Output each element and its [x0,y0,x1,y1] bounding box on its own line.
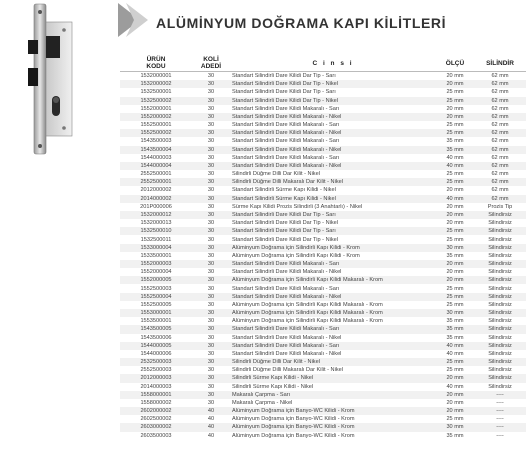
table-row [120,301,526,309]
cell-pack-qty: 30 [192,88,230,96]
cell-product-code: 1552500005 [120,301,192,309]
cell-cylinder: Silindirsiz [474,374,526,382]
title-banner [118,3,528,37]
cell-cylinder: 62 mm [474,195,526,203]
cell-product-code: 1544000005 [120,342,192,350]
cell-type: Standart Silindirli Dare Kilidi Makaralı - Nikel [230,293,436,301]
cell-pack-qty: 30 [192,276,230,284]
table-row [120,186,526,194]
cell-pack-qty: 30 [192,235,230,243]
cell-product-code: 1544000004 [120,162,192,170]
cell-pack-qty: 30 [192,162,230,170]
cell-size: 20 mm [436,260,474,268]
table-row [120,350,526,358]
cell-type: Silindirli Düğme Dilli Dar Kilit - Nikel [230,358,436,366]
header-size: ÖLÇÜ [436,55,474,72]
cell-pack-qty: 30 [192,391,230,399]
cell-size: 25 mm [436,301,474,309]
cell-type: Alüminyum Doğrama için Banyo-WC Kilidi - Krom [230,407,436,415]
cell-type: Standart Silindirli Dare Kilidi Makaralı - Sarı [230,260,436,268]
cell-product-code: 1532000001 [120,72,192,81]
cell-size: 20 mm [436,72,474,81]
cell-type: Standart Silindirli Sürme Kapı Kilidi - Nikel [230,186,436,194]
table-row [120,284,526,292]
cell-type: Standart Silindirli Dare Kilidi Makaralı - Sarı [230,342,436,350]
table-header-row [120,55,526,72]
cell-type: Standart Silindirli Dare Kilidi Dar Tip - Sarı [230,211,436,219]
cell-pack-qty: 30 [192,334,230,342]
cell-type: Silindirli Sürme Kapı Kilidi - Nikel [230,383,436,391]
cell-pack-qty: 30 [192,113,230,121]
table-body [120,72,526,440]
table-row [120,137,526,145]
cell-product-code: 1544000003 [120,154,192,162]
cell-type: Alüminyum Doğrama için Silindirli Kapı Kilidi Makaralı - Krom [230,317,436,325]
cell-product-code: 201P000006 [120,203,192,211]
table-row [120,203,526,211]
cell-type: Alüminyum Doğrama için Silindirli Kapı Kilidi - Krom [230,252,436,260]
cell-product-code: 1532500002 [120,97,192,105]
cell-pack-qty: 30 [192,350,230,358]
cell-pack-qty: 30 [192,317,230,325]
cell-type: Standart Silindirli Dare Kilidi Dar Tip - Sarı [230,88,436,96]
cell-pack-qty: 30 [192,260,230,268]
cell-size: 40 mm [436,154,474,162]
cell-cylinder: Silindirsiz [474,268,526,276]
header-product-code [120,55,192,72]
header-pack-qty-line2: ADEDİ [200,63,222,70]
table-row [120,105,526,113]
cell-type: Alüminyum Doğrama için Silindirli Kapı Kilidi Makaralı - Krom [230,301,436,309]
title-arrow-icon [118,3,158,37]
cell-size: 25 mm [436,129,474,137]
cell-type: Alüminyum Doğrama için Silindirli Kapı Kilidi Makaralı - Krom [230,276,436,284]
cell-cylinder: ---- [474,391,526,399]
table-row [120,154,526,162]
table-row [120,325,526,333]
cell-type: Standart Silindirli Dare Kilidi Makaralı - Nikel [230,146,436,154]
cell-product-code: 2602500002 [120,415,192,423]
cell-cylinder: Silindirsiz [474,252,526,260]
cell-size: 20 mm [436,374,474,382]
cell-type: Silindirli Düğme Dilli Dar Kilit - Nikel [230,170,436,178]
cell-product-code: 2012000003 [120,374,192,382]
cell-size: 25 mm [436,227,474,235]
cell-size: 35 mm [436,317,474,325]
table-row [120,358,526,366]
cell-cylinder: Silindirsiz [474,358,526,366]
cell-type: Silindirli Düğme Dilli Makaralı Dar Kilit - Nikel [230,178,436,186]
cell-size: 20 mm [436,80,474,88]
cell-product-code: 1552000005 [120,276,192,284]
table-row [120,260,526,268]
cell-cylinder: Silindirsiz [474,211,526,219]
cell-cylinder: ---- [474,432,526,440]
table-row [120,113,526,121]
cell-size: 25 mm [436,366,474,374]
table-row [120,219,526,227]
cell-cylinder: 62 mm [474,186,526,194]
cell-type: Standart Silindirli Dare Kilidi Makaralı - Sarı [230,137,436,145]
table-row [120,415,526,423]
cell-pack-qty: 30 [192,146,230,154]
cell-product-code: 2532500003 [120,358,192,366]
cell-cylinder: ---- [474,399,526,407]
table-row [120,309,526,317]
cell-size: 40 mm [436,342,474,350]
cell-type: Alüminyum Doğrama için Banyo-WC Kilidi - Krom [230,415,436,423]
cell-product-code: 2012000002 [120,186,192,194]
cell-cylinder: 62 mm [474,97,526,105]
cell-pack-qty: 30 [192,366,230,374]
cell-cylinder: 62 mm [474,105,526,113]
table-row [120,178,526,186]
cell-cylinder: Silindirsiz [474,293,526,301]
cell-cylinder: Silindirsiz [474,342,526,350]
header-product-code-line2: KODU [146,63,166,70]
table-row [120,211,526,219]
table-row [120,162,526,170]
cell-pack-qty: 30 [192,121,230,129]
cell-pack-qty: 40 [192,407,230,415]
cell-size: 40 mm [436,195,474,203]
cell-product-code: 1532500011 [120,235,192,243]
cell-size: 35 mm [436,137,474,145]
cell-pack-qty: 30 [192,195,230,203]
cell-product-code: 1553000001 [120,309,192,317]
cell-size: 20 mm [436,391,474,399]
cell-cylinder: 62 mm [474,170,526,178]
cell-product-code: 1543500004 [120,146,192,154]
cell-cylinder: 62 mm [474,154,526,162]
cell-pack-qty: 30 [192,252,230,260]
cell-type: Standart Silindirli Dare Kilidi Makaralı - Sarı [230,121,436,129]
table-row [120,88,526,96]
cell-cylinder: 62 mm [474,129,526,137]
cell-cylinder: 62 mm [474,137,526,145]
cell-type: Standart Silindirli Dare Kilidi Makaralı - Nikel [230,334,436,342]
table-row [120,146,526,154]
cell-size: 35 mm [436,252,474,260]
cell-cylinder: Silindirsiz [474,260,526,268]
table-row [120,342,526,350]
cell-type: Standart Silindirli Dare Kilidi Dar Tip - Sarı [230,227,436,235]
cell-size: 20 mm [436,219,474,227]
cell-cylinder: Silindirsiz [474,383,526,391]
cell-pack-qty: 30 [192,227,230,235]
cell-size: 20 mm [436,203,474,211]
cell-type: Standart Silindirli Dare Kilidi Dar Tip - Nikel [230,219,436,227]
cell-product-code: 1543500003 [120,137,192,145]
cell-pack-qty: 30 [192,383,230,391]
cell-pack-qty: 30 [192,170,230,178]
table-row [120,121,526,129]
cell-product-code: 2552500001 [120,178,192,186]
cell-pack-qty: 30 [192,309,230,317]
cell-pack-qty: 30 [192,203,230,211]
cell-size: 25 mm [436,293,474,301]
cell-cylinder: 62 mm [474,113,526,121]
cell-type: Standart Silindirli Dare Kilidi Dar Tip - Nikel [230,235,436,243]
cell-size: 35 mm [436,325,474,333]
cell-pack-qty: 40 [192,432,230,440]
table-row [120,235,526,243]
cell-type: Standart Silindirli Sürme Kapı Kilidi - Nikel [230,195,436,203]
cell-type: Silindirli Sürme Kapı Kilidi - Nikel [230,374,436,382]
cell-product-code: 2014000002 [120,195,192,203]
cell-cylinder: ---- [474,423,526,431]
cell-size: 20 mm [436,105,474,113]
cell-pack-qty: 30 [192,80,230,88]
cell-size: 20 mm [436,113,474,121]
cell-cylinder: Silindirsiz [474,350,526,358]
cell-size: 35 mm [436,146,474,154]
cell-cylinder: Silindirsiz [474,366,526,374]
cell-pack-qty: 30 [192,358,230,366]
cell-cylinder: Silindirsiz [474,227,526,235]
cell-product-code: 2552500001 [120,170,192,178]
cell-pack-qty: 30 [192,342,230,350]
cell-product-code: 1552000003 [120,260,192,268]
cell-type: Alüminyum Doğrama için Banyo-WC Kilidi - Krom [230,432,436,440]
cell-product-code: 2603500003 [120,432,192,440]
cell-type: Standart Silindirli Dare Kilidi Makaralı - Nikel [230,129,436,137]
cell-size: 20 mm [436,407,474,415]
table-row [120,407,526,415]
table-row [120,252,526,260]
cell-product-code: 1552500002 [120,129,192,137]
header-type: C i n s i [230,55,436,72]
cell-pack-qty: 30 [192,97,230,105]
cell-size: 25 mm [436,284,474,292]
cell-cylinder: 62 mm [474,162,526,170]
cell-size: 25 mm [436,178,474,186]
cell-size: 20 mm [436,399,474,407]
cell-product-code: 1543500006 [120,334,192,342]
cell-pack-qty: 30 [192,154,230,162]
cell-product-code: 1532500010 [120,227,192,235]
cell-cylinder: ---- [474,415,526,423]
cell-product-code: 2602000002 [120,407,192,415]
cell-cylinder: Silindirsiz [474,309,526,317]
cell-cylinder: 62 mm [474,80,526,88]
cell-cylinder: Silindirsiz [474,276,526,284]
cell-product-code: 1552500004 [120,293,192,301]
cell-type: Standart Silindirli Dare Kilidi Makaralı - Nikel [230,113,436,121]
cell-product-code: 2603000002 [120,423,192,431]
cell-cylinder: 62 mm [474,146,526,154]
cell-pack-qty: 30 [192,268,230,276]
cell-pack-qty: 30 [192,284,230,292]
cell-cylinder: 62 mm [474,72,526,81]
table-row [120,129,526,137]
header-product-code-line1: ÜRÜN [146,56,166,63]
cell-pack-qty: 30 [192,105,230,113]
cell-pack-qty: 30 [192,244,230,252]
cell-type: Standart Silindirli Dare Kilidi Makaralı - Sarı [230,105,436,113]
cell-type: Alüminyum Doğrama için Banyo-WC Kilidi - Krom [230,423,436,431]
cell-pack-qty: 30 [192,72,230,81]
header-cylinder: SİLİNDİR [474,55,526,72]
cell-product-code: 1552000004 [120,268,192,276]
table-row [120,374,526,382]
cell-product-code: 1532000002 [120,80,192,88]
cell-pack-qty: 30 [192,211,230,219]
cell-product-code: 1552000001 [120,105,192,113]
cell-size: 30 mm [436,244,474,252]
cell-pack-qty: 30 [192,374,230,382]
table-row [120,399,526,407]
cell-cylinder: Silindirsiz [474,317,526,325]
table-row [120,391,526,399]
cell-size: 40 mm [436,383,474,391]
cell-type: Standart Silindirli Dare Kilidi Dar Tip - Nikel [230,80,436,88]
cell-size: 25 mm [436,235,474,243]
cell-size: 35 mm [436,432,474,440]
cell-cylinder: Silindirsiz [474,219,526,227]
cell-cylinder: Silindirsiz [474,284,526,292]
table-row [120,227,526,235]
cell-cylinder: Silindirsiz [474,244,526,252]
cell-type: Standart Silindirli Dare Kilidi Dar Tip - Nikel [230,97,436,105]
cell-product-code: 1532000012 [120,211,192,219]
cell-type: Standart Silindirli Dare Kilidi Makaralı - Sarı [230,284,436,292]
cell-pack-qty: 30 [192,301,230,309]
cell-cylinder: 62 mm [474,178,526,186]
cell-pack-qty: 30 [192,137,230,145]
cell-pack-qty: 30 [192,186,230,194]
cell-size: 25 mm [436,88,474,96]
cell-size: 30 mm [436,309,474,317]
cell-product-code: 1558000001 [120,391,192,399]
table-row [120,432,526,440]
cell-size: 25 mm [436,170,474,178]
header-pack-qty [192,55,230,72]
cell-pack-qty: 30 [192,293,230,301]
cell-type: Alüminyum Doğrama için Silindirli Kapı Kilidi Makaralı - Krom [230,309,436,317]
cell-type: Silindirli Düğme Dilli Makaralı Dar Kilit - Nikel [230,366,436,374]
cell-type: Standart Silindirli Dare Kilidi Makaralı - Nikel [230,350,436,358]
cell-product-code: 1552500001 [120,121,192,129]
cell-product-code: 1553500001 [120,317,192,325]
cell-cylinder: 62 mm [474,121,526,129]
cell-size: 30 mm [436,423,474,431]
header-pack-qty-line1: KOLİ [203,56,219,63]
cell-cylinder: Prozis Tip [474,203,526,211]
cell-cylinder: 62 mm [474,88,526,96]
cell-pack-qty: 30 [192,178,230,186]
table-row [120,268,526,276]
table-row [120,80,526,88]
cell-pack-qty: 30 [192,399,230,407]
table-row [120,195,526,203]
cell-product-code: 1532500001 [120,88,192,96]
cell-product-code: 1558000002 [120,399,192,407]
cell-cylinder: ---- [474,407,526,415]
cell-size: 40 mm [436,350,474,358]
table-row [120,334,526,342]
table-row [120,276,526,284]
table-row [120,244,526,252]
cell-product-code: 2014000003 [120,383,192,391]
cell-type: Standart Silindirli Dare Kilidi Makaralı - Nikel [230,162,436,170]
cell-size: 40 mm [436,162,474,170]
cell-product-code: 1552000002 [120,113,192,121]
table-row [120,317,526,325]
cell-pack-qty: 30 [192,325,230,333]
cell-product-code: 1533500001 [120,252,192,260]
table-row [120,383,526,391]
cell-type: Sürme Kapı Kilidi Prozis Silindirli (3 Anahtarlı) - Nikel [230,203,436,211]
cell-size: 25 mm [436,97,474,105]
cell-pack-qty: 40 [192,423,230,431]
cell-product-code: 1543500005 [120,325,192,333]
cell-size: 25 mm [436,415,474,423]
cell-product-code: 2552500003 [120,366,192,374]
cell-size: 25 mm [436,121,474,129]
cell-product-code: 1532000013 [120,219,192,227]
cell-type: Standart Silindirli Dare Kilidi Makaralı - Sarı [230,154,436,162]
cell-size: 35 mm [436,334,474,342]
table-row [120,97,526,105]
cell-cylinder: Silindirsiz [474,325,526,333]
cell-size: 25 mm [436,358,474,366]
product-table [120,55,526,440]
table-row [120,293,526,301]
page-title: ALÜMİNYUM DOĞRAMA KAPI KİLİTLERİ [156,15,447,31]
cell-size: 20 mm [436,211,474,219]
table-row [120,366,526,374]
cell-product-code: 1533000004 [120,244,192,252]
cell-type: Alüminyum Doğrama için Silindirli Kapı Kilidi - Krom [230,244,436,252]
cell-cylinder: Silindirsiz [474,334,526,342]
cell-pack-qty: 30 [192,129,230,137]
table-row [120,72,526,81]
cell-size: 20 mm [436,268,474,276]
cell-product-code: 1544000006 [120,350,192,358]
cell-type: Standart Silindirli Dare Kilidi Dar Tip - Sarı [230,72,436,81]
cell-type: Makaralı Çarpma - Nikel [230,399,436,407]
cell-pack-qty: 40 [192,415,230,423]
cell-type: Standart Silindirli Dare Kilidi Makaralı - Nikel [230,268,436,276]
cell-pack-qty: 30 [192,219,230,227]
table-row [120,423,526,431]
cell-size: 20 mm [436,186,474,194]
table-row [120,170,526,178]
cell-cylinder: Silindirsiz [474,301,526,309]
cell-type: Makaralı Çarpma - Sarı [230,391,436,399]
cell-cylinder: Silindirsiz [474,235,526,243]
cell-product-code: 1552500003 [120,284,192,292]
cell-size: 20 mm [436,276,474,284]
lock-product-image [0,0,110,160]
cell-type: Standart Silindirli Dare Kilidi Makaralı - Sarı [230,325,436,333]
